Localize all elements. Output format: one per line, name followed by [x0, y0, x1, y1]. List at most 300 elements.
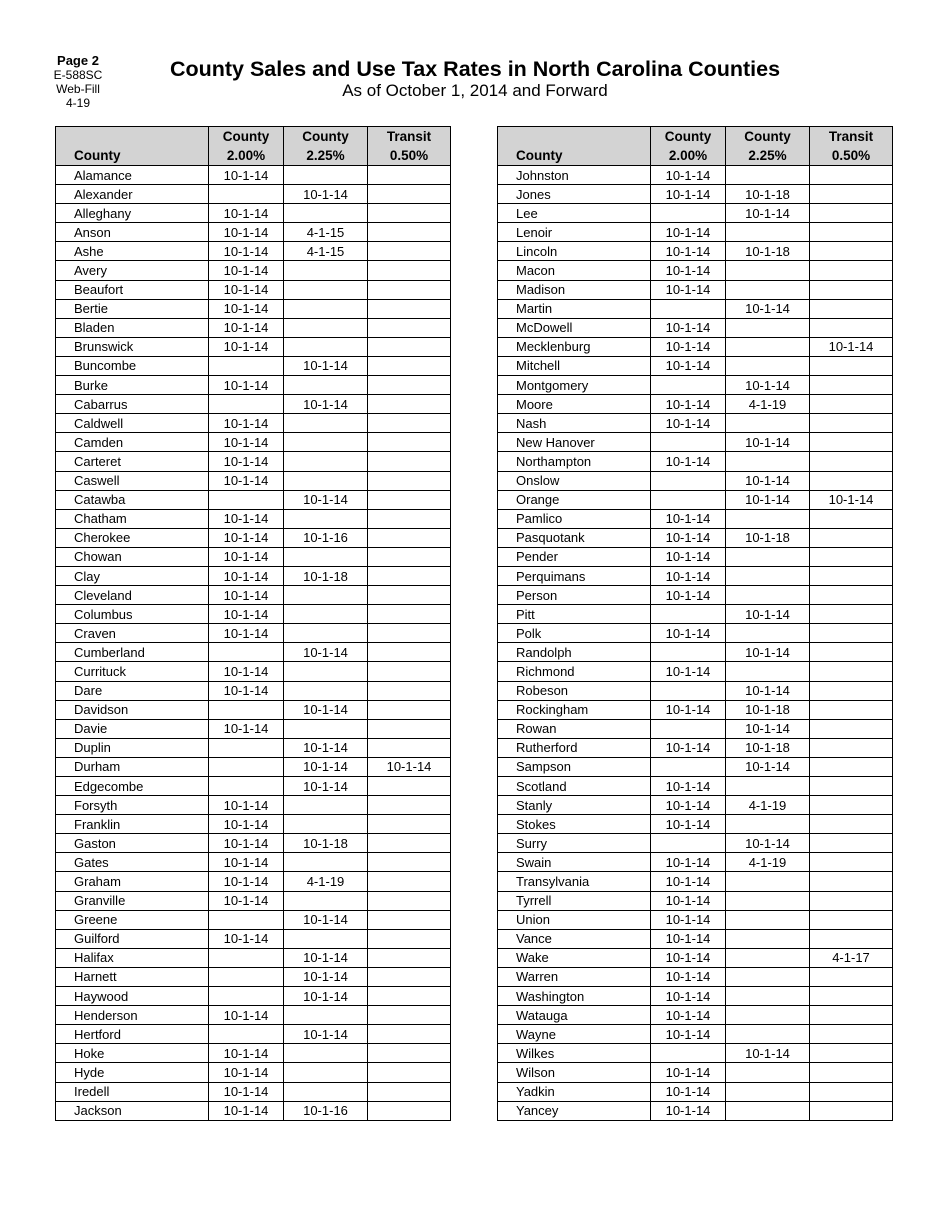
table-row [56, 509, 451, 528]
table-row [498, 605, 893, 624]
county-2-25-cell [284, 586, 368, 605]
county-name-cell: Ashe [56, 242, 209, 261]
county-2-25-cell [726, 280, 810, 299]
county-name-cell: Duplin [56, 738, 209, 757]
table-row [56, 910, 451, 929]
table-row [56, 185, 451, 204]
county-2-25-cell [284, 204, 368, 223]
col-header-transit-0-50 [368, 127, 451, 166]
table-row [56, 987, 451, 1006]
county-2-25-cell: 10-1-18 [726, 185, 810, 204]
county-2-00-cell: 10-1-14 [209, 261, 284, 280]
county-name-cell: Lenoir [498, 223, 651, 242]
county-2-00-cell: 10-1-14 [651, 1082, 726, 1101]
transit-0-50-cell [368, 1101, 451, 1120]
transit-0-50-cell [810, 299, 893, 318]
transit-0-50-cell [368, 566, 451, 585]
county-2-00-cell: 10-1-14 [209, 528, 284, 547]
table-row [498, 681, 893, 700]
table-row [56, 643, 451, 662]
transit-0-50-cell [368, 1025, 451, 1044]
county-name-cell: Transylvania [498, 872, 651, 891]
county-name-cell: Harnett [56, 967, 209, 986]
table-row [498, 204, 893, 223]
table-row [498, 586, 893, 605]
rates-table-right [497, 126, 893, 1121]
county-2-25-cell [726, 547, 810, 566]
transit-0-50-cell [810, 204, 893, 223]
transit-0-50-cell [810, 1006, 893, 1025]
county-2-00-cell: 10-1-14 [651, 796, 726, 815]
county-name-cell: Martin [498, 299, 651, 318]
county-name-cell: Iredell [56, 1082, 209, 1101]
county-name-cell: Lee [498, 204, 651, 223]
county-2-00-cell [209, 738, 284, 757]
county-2-25-cell: 4-1-19 [726, 395, 810, 414]
page-title: County Sales and Use Tax Rates in North Carolina Counties [169, 57, 781, 81]
county-2-00-cell: 10-1-14 [651, 414, 726, 433]
county-2-25-cell: 10-1-14 [726, 757, 810, 776]
county-2-25-cell [284, 471, 368, 490]
table-row [56, 528, 451, 547]
transit-0-50-cell [368, 242, 451, 261]
county-2-00-cell: 10-1-14 [651, 337, 726, 356]
county-2-00-cell: 10-1-14 [209, 853, 284, 872]
county-name-cell: Bladen [56, 318, 209, 337]
county-2-00-cell: 10-1-14 [209, 299, 284, 318]
county-2-00-cell: 10-1-14 [209, 815, 284, 834]
table-row [498, 166, 893, 185]
county-2-25-cell: 10-1-14 [726, 376, 810, 395]
transit-0-50-cell [810, 566, 893, 585]
table-row [56, 719, 451, 738]
county-name-cell: Pender [498, 547, 651, 566]
county-name-cell: Robeson [498, 681, 651, 700]
county-2-25-cell [726, 261, 810, 280]
county-name-cell: Guilford [56, 929, 209, 948]
county-2-25-cell: 10-1-14 [726, 834, 810, 853]
table-row [56, 433, 451, 452]
transit-0-50-cell [368, 929, 451, 948]
transit-0-50-cell [368, 337, 451, 356]
county-2-25-cell [284, 662, 368, 681]
table-row [56, 796, 451, 815]
table-row [498, 662, 893, 681]
county-name-cell: Buncombe [56, 356, 209, 375]
county-2-00-cell [209, 1025, 284, 1044]
transit-0-50-cell: 10-1-14 [810, 337, 893, 356]
table-row [56, 223, 451, 242]
rates-table-left-body [56, 166, 451, 1121]
county-2-00-cell: 10-1-14 [651, 395, 726, 414]
county-2-25-cell: 10-1-14 [726, 643, 810, 662]
county-2-25-cell [284, 1044, 368, 1063]
col-header-line2: 0.50% [831, 148, 871, 163]
county-2-25-cell [726, 1101, 810, 1120]
county-2-00-cell [209, 777, 284, 796]
county-2-00-cell [209, 490, 284, 509]
county-2-25-cell [726, 967, 810, 986]
county-2-25-cell: 4-1-19 [726, 796, 810, 815]
table-row [498, 987, 893, 1006]
county-2-00-cell: 10-1-14 [209, 166, 284, 185]
county-name-cell: Hertford [56, 1025, 209, 1044]
transit-0-50-cell [368, 624, 451, 643]
county-name-cell: Wilkes [498, 1044, 651, 1063]
transit-0-50-cell [810, 872, 893, 891]
table-row [56, 662, 451, 681]
col-header-county-2-25 [284, 127, 368, 166]
transit-0-50-cell [368, 796, 451, 815]
county-name-cell: Caldwell [56, 414, 209, 433]
transit-0-50-cell [810, 547, 893, 566]
county-2-00-cell [209, 395, 284, 414]
form-identifier [40, 54, 116, 110]
transit-0-50-cell [368, 719, 451, 738]
col-header-line2: 2.25% [748, 148, 787, 163]
county-name-cell: Caswell [56, 471, 209, 490]
transit-0-50-cell [810, 834, 893, 853]
transit-0-50-cell [368, 490, 451, 509]
county-2-00-cell: 10-1-14 [651, 853, 726, 872]
transit-0-50-cell [810, 719, 893, 738]
county-name-cell: Pitt [498, 605, 651, 624]
county-2-25-cell [284, 1082, 368, 1101]
county-name-cell: Graham [56, 872, 209, 891]
county-2-00-cell: 10-1-14 [651, 547, 726, 566]
table-row [56, 605, 451, 624]
county-2-00-cell [651, 1044, 726, 1063]
county-name-cell: Vance [498, 929, 651, 948]
transit-0-50-cell [368, 777, 451, 796]
county-2-25-cell [726, 223, 810, 242]
col-header-label: County [516, 148, 563, 163]
county-2-25-cell: 4-1-19 [726, 853, 810, 872]
county-2-25-cell [284, 414, 368, 433]
table-row [498, 1006, 893, 1025]
county-2-00-cell: 10-1-14 [209, 414, 284, 433]
county-2-25-cell [284, 624, 368, 643]
county-2-00-cell [651, 490, 726, 509]
transit-0-50-cell [368, 223, 451, 242]
county-name-cell: Gaston [56, 834, 209, 853]
table-row [56, 299, 451, 318]
transit-0-50-cell [368, 1006, 451, 1025]
county-2-25-cell: 10-1-18 [726, 528, 810, 547]
county-2-00-cell: 10-1-14 [209, 1082, 284, 1101]
county-name-cell: Craven [56, 624, 209, 643]
transit-0-50-cell [368, 509, 451, 528]
table-header-row [56, 127, 451, 166]
county-2-00-cell: 10-1-14 [651, 1063, 726, 1082]
table-row [498, 796, 893, 815]
county-2-25-cell [726, 166, 810, 185]
table-row [498, 528, 893, 547]
county-2-00-cell [651, 376, 726, 395]
county-2-00-cell: 10-1-14 [651, 261, 726, 280]
county-2-00-cell: 10-1-14 [209, 242, 284, 261]
transit-0-50-cell [810, 586, 893, 605]
county-2-00-cell: 10-1-14 [651, 223, 726, 242]
county-2-00-cell [209, 643, 284, 662]
table-row [498, 566, 893, 585]
transit-0-50-cell [810, 280, 893, 299]
table-row [56, 547, 451, 566]
table-row [498, 643, 893, 662]
table-row [498, 853, 893, 872]
table-row [56, 624, 451, 643]
county-name-cell: Greene [56, 910, 209, 929]
col-header-line2: 2.00% [668, 148, 708, 163]
table-row [56, 566, 451, 585]
col-header-line2: 2.00% [226, 148, 266, 163]
county-name-cell: Watauga [498, 1006, 651, 1025]
transit-0-50-cell [368, 376, 451, 395]
transit-0-50-cell: 10-1-14 [810, 490, 893, 509]
transit-0-50-cell [368, 700, 451, 719]
transit-0-50-cell [810, 261, 893, 280]
county-name-cell: Moore [498, 395, 651, 414]
table-row [498, 509, 893, 528]
county-2-00-cell: 10-1-14 [209, 509, 284, 528]
table-row [498, 452, 893, 471]
table-row [56, 395, 451, 414]
col-header-county [56, 127, 209, 166]
county-2-00-cell: 10-1-14 [651, 1006, 726, 1025]
transit-0-50-cell [810, 891, 893, 910]
table-row [56, 586, 451, 605]
county-2-00-cell: 10-1-14 [209, 586, 284, 605]
transit-0-50-cell [368, 299, 451, 318]
county-2-00-cell: 10-1-14 [651, 967, 726, 986]
col-header-line1: Transit [386, 129, 432, 144]
county-2-00-cell: 10-1-14 [651, 987, 726, 1006]
transit-0-50-cell [368, 586, 451, 605]
table-row [56, 948, 451, 967]
county-2-25-cell [284, 433, 368, 452]
transit-0-50-cell [368, 853, 451, 872]
county-name-cell: Gates [56, 853, 209, 872]
table-row [56, 318, 451, 337]
county-2-00-cell: 10-1-14 [209, 280, 284, 299]
county-name-cell: Dare [56, 681, 209, 700]
county-2-00-cell: 10-1-14 [209, 337, 284, 356]
county-name-cell: Macon [498, 261, 651, 280]
county-name-cell: Davidson [56, 700, 209, 719]
county-2-25-cell: 10-1-14 [284, 356, 368, 375]
county-name-cell: Davie [56, 719, 209, 738]
table-row [56, 1101, 451, 1120]
col-header-line1: County [744, 129, 791, 144]
county-name-cell: Stanly [498, 796, 651, 815]
transit-0-50-cell [368, 1044, 451, 1063]
transit-0-50-cell [368, 834, 451, 853]
transit-0-50-cell [368, 414, 451, 433]
table-row [56, 834, 451, 853]
table-row [56, 1063, 451, 1082]
county-2-25-cell [726, 777, 810, 796]
table-row [498, 872, 893, 891]
county-2-00-cell [209, 987, 284, 1006]
county-2-25-cell: 10-1-14 [284, 777, 368, 796]
transit-0-50-cell [368, 1082, 451, 1101]
table-row [498, 967, 893, 986]
transit-0-50-cell [368, 452, 451, 471]
table-row [56, 471, 451, 490]
county-name-cell: Scotland [498, 777, 651, 796]
county-2-00-cell: 10-1-14 [209, 376, 284, 395]
transit-0-50-cell [810, 662, 893, 681]
county-2-25-cell [726, 1006, 810, 1025]
county-2-00-cell [651, 605, 726, 624]
county-2-00-cell [651, 834, 726, 853]
county-2-00-cell [651, 471, 726, 490]
table-row [56, 1082, 451, 1101]
county-name-cell: Henderson [56, 1006, 209, 1025]
county-2-00-cell: 10-1-14 [651, 452, 726, 471]
county-name-cell: New Hanover [498, 433, 651, 452]
transit-0-50-cell [368, 815, 451, 834]
county-name-cell: Union [498, 910, 651, 929]
table-row [498, 356, 893, 375]
county-2-25-cell: 10-1-14 [726, 433, 810, 452]
county-2-00-cell: 10-1-14 [209, 605, 284, 624]
county-name-cell: Franklin [56, 815, 209, 834]
county-2-00-cell: 10-1-14 [651, 356, 726, 375]
county-name-cell: Mitchell [498, 356, 651, 375]
table-row [56, 414, 451, 433]
county-2-25-cell: 10-1-14 [284, 700, 368, 719]
county-name-cell: Brunswick [56, 337, 209, 356]
county-2-00-cell: 10-1-14 [209, 223, 284, 242]
table-row [498, 299, 893, 318]
transit-0-50-cell [810, 853, 893, 872]
table-row [498, 376, 893, 395]
county-2-25-cell [726, 318, 810, 337]
county-name-cell: Wayne [498, 1025, 651, 1044]
county-name-cell: Person [498, 586, 651, 605]
transit-0-50-cell [810, 624, 893, 643]
county-2-00-cell [651, 757, 726, 776]
transit-0-50-cell [810, 318, 893, 337]
table-row [56, 1044, 451, 1063]
county-name-cell: Montgomery [498, 376, 651, 395]
county-2-25-cell [284, 605, 368, 624]
transit-0-50-cell [810, 356, 893, 375]
county-2-25-cell: 10-1-14 [726, 204, 810, 223]
col-header-line1: Transit [828, 129, 874, 144]
table-row [498, 337, 893, 356]
county-2-00-cell: 10-1-14 [651, 566, 726, 585]
county-2-25-cell [726, 948, 810, 967]
table-row [56, 204, 451, 223]
form-revision: 4-19 [65, 96, 91, 110]
transit-0-50-cell [368, 891, 451, 910]
county-2-25-cell [726, 987, 810, 1006]
table-row [498, 242, 893, 261]
table-row [498, 948, 893, 967]
county-2-00-cell: 10-1-14 [209, 1006, 284, 1025]
county-2-25-cell [726, 509, 810, 528]
transit-0-50-cell [368, 872, 451, 891]
county-name-cell: Avery [56, 261, 209, 280]
county-2-00-cell: 10-1-14 [651, 185, 726, 204]
transit-0-50-cell [368, 395, 451, 414]
county-name-cell: Columbus [56, 605, 209, 624]
table-row [56, 853, 451, 872]
table-row [498, 815, 893, 834]
transit-0-50-cell [368, 528, 451, 547]
table-row [498, 834, 893, 853]
county-2-00-cell [209, 700, 284, 719]
table-row [498, 738, 893, 757]
col-header-line1: County [664, 129, 712, 144]
county-2-25-cell [284, 261, 368, 280]
table-row [498, 185, 893, 204]
transit-0-50-cell [810, 987, 893, 1006]
county-name-cell: McDowell [498, 318, 651, 337]
county-2-25-cell [284, 891, 368, 910]
county-2-00-cell [209, 757, 284, 776]
county-name-cell: Edgecombe [56, 777, 209, 796]
county-2-25-cell: 10-1-14 [284, 910, 368, 929]
transit-0-50-cell [810, 738, 893, 757]
table-row [498, 891, 893, 910]
table-row [56, 356, 451, 375]
transit-0-50-cell [368, 987, 451, 1006]
county-2-25-cell: 10-1-14 [284, 1025, 368, 1044]
county-2-00-cell: 10-1-14 [651, 929, 726, 948]
county-2-00-cell [209, 185, 284, 204]
county-name-cell: Jones [498, 185, 651, 204]
county-name-cell: Hoke [56, 1044, 209, 1063]
county-name-cell: Jackson [56, 1101, 209, 1120]
county-name-cell: Halifax [56, 948, 209, 967]
county-2-00-cell: 10-1-14 [651, 1101, 726, 1120]
county-2-00-cell: 10-1-14 [209, 204, 284, 223]
transit-0-50-cell [810, 1025, 893, 1044]
county-name-cell: Perquimans [498, 566, 651, 585]
transit-0-50-cell [368, 662, 451, 681]
county-2-00-cell: 10-1-14 [209, 834, 284, 853]
transit-0-50-cell [368, 280, 451, 299]
county-2-00-cell: 10-1-14 [651, 318, 726, 337]
transit-0-50-cell [368, 185, 451, 204]
county-2-00-cell: 10-1-14 [651, 700, 726, 719]
county-name-cell: Onslow [498, 471, 651, 490]
county-2-00-cell: 10-1-14 [651, 738, 726, 757]
county-2-00-cell: 10-1-14 [209, 796, 284, 815]
table-row [498, 1063, 893, 1082]
county-2-00-cell: 10-1-14 [209, 891, 284, 910]
transit-0-50-cell [810, 509, 893, 528]
county-name-cell: Rowan [498, 719, 651, 738]
table-row [498, 433, 893, 452]
county-2-00-cell: 10-1-14 [209, 452, 284, 471]
county-name-cell: Carteret [56, 452, 209, 471]
transit-0-50-cell [810, 242, 893, 261]
county-2-25-cell [726, 414, 810, 433]
form-channel: Web-Fill [56, 82, 100, 96]
transit-0-50-cell [810, 414, 893, 433]
col-header-line2: 2.25% [306, 148, 345, 163]
county-2-00-cell [209, 948, 284, 967]
county-2-00-cell: 10-1-14 [651, 624, 726, 643]
county-2-25-cell: 10-1-14 [284, 185, 368, 204]
county-name-cell: Camden [56, 433, 209, 452]
county-name-cell: Burke [56, 376, 209, 395]
county-name-cell: Tyrrell [498, 891, 651, 910]
